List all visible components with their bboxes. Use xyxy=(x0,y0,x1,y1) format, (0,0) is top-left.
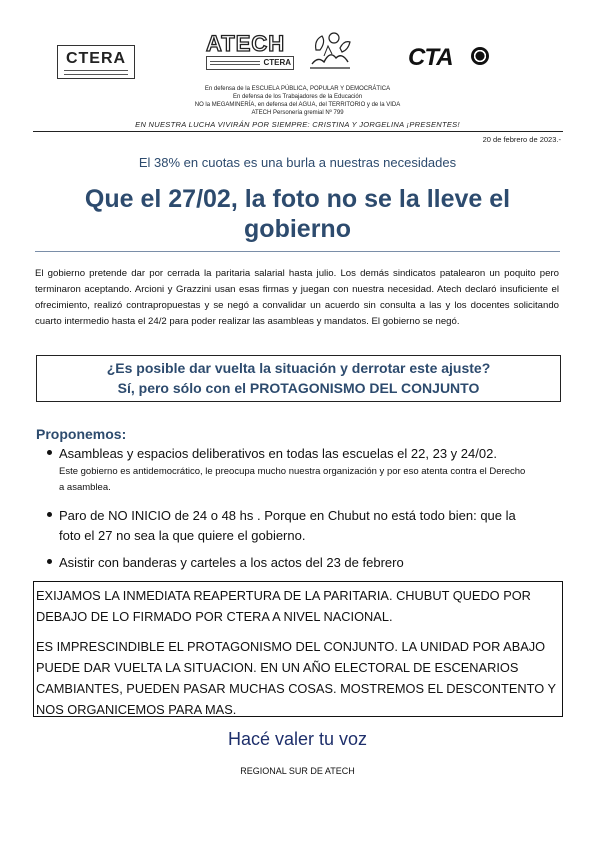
proposal-text: Paro de NO INICIO de 24 o 48 hs . Porque en Chubut no está todo bien: que la foto el 27 no sea la que quiere el gobierno. xyxy=(59,508,516,543)
header-line-4: ATECH Personería gremial Nº 799 xyxy=(251,110,344,116)
header-motto: EN NUESTRA LUCHA VIVIRÁN POR SIEMPRE: CRISTINA Y JORGELINA ¡PRESENTES! xyxy=(135,120,460,129)
proposals-heading: Proponemos: xyxy=(36,426,127,442)
header-line-1: En defensa de la ESCUELA PÚBLICA, POPULAR Y DEMOCRÁTICA xyxy=(204,86,391,92)
ctera-logo xyxy=(57,45,135,79)
subtitle: El 38% en cuotas es una burla a nuestras necesidades xyxy=(138,155,457,170)
list-item xyxy=(59,506,529,546)
document-date: 20 de febrero de 2023.- xyxy=(482,135,561,144)
bullet-icon xyxy=(47,559,52,564)
atech-logo-text: ATECH xyxy=(206,31,286,56)
cta-logo xyxy=(408,44,488,70)
list-item xyxy=(59,553,529,573)
sun-icon xyxy=(471,47,489,65)
title-line-2: gobierno xyxy=(244,215,351,243)
demands-box xyxy=(33,581,563,717)
header-divider xyxy=(33,131,563,132)
title-line-1: Que el 27/02, la foto no se la lleve el xyxy=(84,185,511,213)
question-line-1: ¿Es posible dar vuelta la situación y derrotar este ajuste? xyxy=(106,360,491,376)
list-item xyxy=(59,444,529,496)
signature: REGIONAL SUR DE ATECH xyxy=(240,766,355,776)
proposal-text: Asambleas y espacios deliberativos en todas las escuelas el 22, 23 y 24/02. xyxy=(59,446,497,461)
proposal-note: Este gobierno es antidemocrático, le preocupa mucho nuestra organización y por eso atenta contra el Derecho a asamblea. xyxy=(59,466,526,493)
demand-paragraph-2: ES IMPRESCINDIBLE EL PROTAGONISMO DEL CONJUNTO. LA UNIDAD POR ABAJO PUEDE DAR VUELTA LA SITUACION. EN UN AÑO ELECTORAL DE ESCENARIOS CAMBIANTES, PUEDEN PASAR MUCHAS COSAS. MOSTREMOS EL DESCONTENTO Y NOS ORGANICEMOS PARA MAS. xyxy=(36,639,556,717)
bullet-icon xyxy=(47,512,52,517)
cta-logo-text: CTA xyxy=(408,44,453,71)
bullet-icon xyxy=(47,450,52,455)
header-line-2: En defensa de los Trabajadores de la Educación xyxy=(232,94,363,100)
page-title xyxy=(50,184,545,244)
title-divider xyxy=(35,251,560,252)
question-box xyxy=(36,355,561,402)
proposal-text: Asistir con banderas y carteles a los actos del 23 de febrero xyxy=(59,555,404,570)
question-line-2: Sí, pero sólo con el PROTAGONISMO DEL CONJUNTO xyxy=(117,380,480,396)
atech-logo-ctera-mark: CTERA xyxy=(263,58,291,67)
ctera-logo-text: CTERA xyxy=(65,49,127,67)
intro-paragraph: El gobierno pretende dar por cerrada la paritaria salarial hasta julio. Los demás sindicatos patalearon un poquito pero terminaron aceptando. Arcioni y Grazzini usan esas firmas y juegan con nuestra necesidad. Atech declaró insuficiente el ofrecimiento, realizó contrapropuestas y se negó a convalidar un acuerdo sin consulta a las y los docentes solicitando cuarto intermedio hasta el 24/2 para poder realizar las asambleas y mandatos. El gobierno se negó. xyxy=(35,268,559,327)
hands-and-landscape-emblem xyxy=(304,28,354,72)
demand-paragraph-1: EXIJAMOS LA INMEDIATA REAPERTURA DE LA PARITARIA. CHUBUT QUEDO POR DEBAJO DE LO FIRMADO POR CTERA A NIVEL NACIONAL. xyxy=(36,588,531,624)
header-line-3: NO la MEGAMINERÍA, en defensa del AGUA, del TERRITORIO y de la VIDA xyxy=(194,102,401,108)
closing-slogan: Hacé valer tu voz xyxy=(227,729,368,749)
atech-logo xyxy=(196,28,296,72)
